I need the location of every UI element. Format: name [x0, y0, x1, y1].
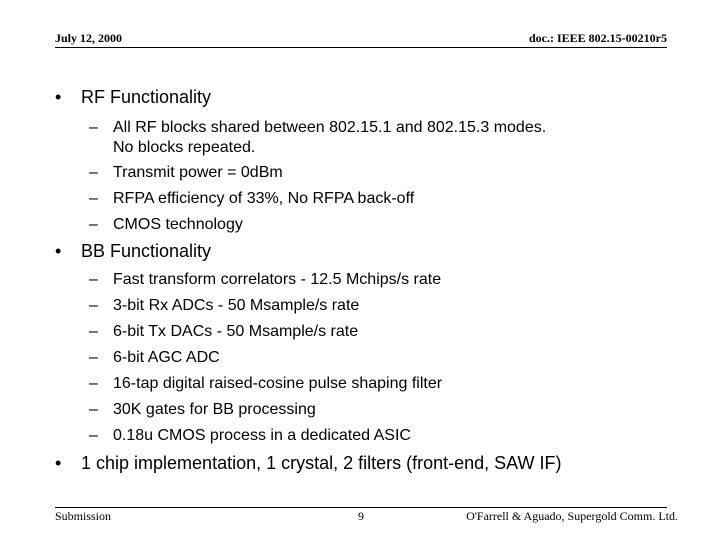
dash-icon: –: [89, 164, 98, 181]
header-date: July 12, 2000: [55, 31, 123, 45]
dash-icon: –: [89, 271, 98, 288]
section-title-bb: [55, 241, 211, 262]
list-item-text: RFPA efficiency of 33%, No RFPA back-off: [113, 190, 415, 207]
dash-icon: –: [89, 375, 98, 392]
section-title-text: BB Functionality: [81, 241, 212, 261]
dash-icon: –: [89, 216, 98, 233]
header-rule: [55, 47, 667, 48]
bullet-icon: •: [55, 453, 62, 473]
dash-icon: –: [89, 297, 98, 314]
list-item-text: 0.18u CMOS process in a dedicated ASIC: [113, 427, 411, 444]
bullet-icon: •: [55, 241, 62, 261]
bullet-icon: •: [55, 87, 62, 107]
list-item-text: 30K gates for BB processing: [113, 401, 316, 418]
dash-icon: –: [89, 119, 98, 136]
section-title-rf: [55, 87, 211, 108]
list-item-text: 6-bit Tx DACs - 50 Msample/s rate: [113, 323, 359, 340]
header-doc-id: doc.: IEEE 802.15-00210r5: [529, 31, 667, 45]
dash-icon: –: [89, 349, 98, 366]
list-item-text: 3-bit Rx ADCs - 50 Msample/s rate: [113, 297, 360, 314]
list-item-text: CMOS technology: [113, 216, 243, 233]
dash-icon: –: [89, 190, 98, 207]
section-title-chip: [55, 453, 562, 474]
list-item-text: No blocks repeated.: [113, 139, 256, 156]
list-item-text: Fast transform correlators - 12.5 Mchips/s rate: [113, 271, 442, 288]
list-item-text: Transmit power = 0dBm: [113, 164, 283, 181]
footer-rule: [55, 507, 667, 508]
dash-icon: –: [89, 401, 98, 418]
footer-page-number: 9: [358, 509, 364, 523]
section-title-text: 1 chip implementation, 1 crystal, 2 filters (front-end, SAW IF): [81, 453, 562, 473]
dash-icon: –: [89, 427, 98, 444]
list-item-text: All RF blocks shared between 802.15.1 and 802.15.3 modes.: [113, 119, 547, 136]
section-title-text: RF Functionality: [81, 87, 212, 107]
footer-authors: O'Farrell & Aguado, Supergold Comm. Ltd.: [466, 509, 678, 523]
footer-submission: Submission: [55, 509, 112, 523]
list-item-text: 6-bit AGC ADC: [113, 349, 220, 366]
dash-icon: –: [89, 323, 98, 340]
list-item-text: 16-tap digital raised-cosine pulse shaping filter: [113, 375, 443, 392]
